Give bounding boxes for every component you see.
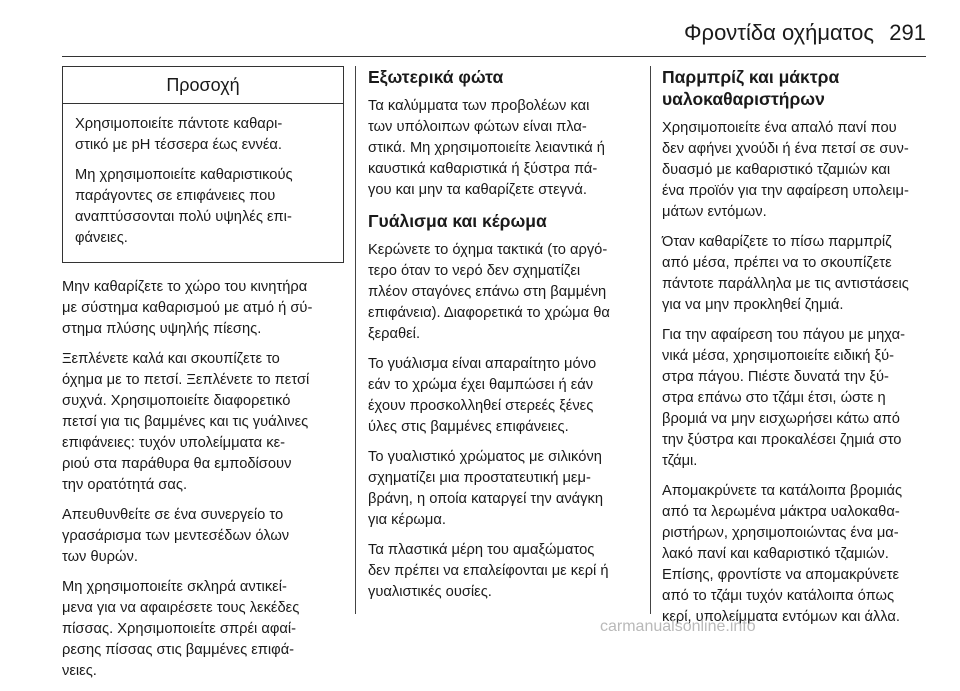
column-left — [62, 66, 344, 691]
body-paragraph: Το γυαλιστικό χρώματος με σιλικόνη σχηματίζει μια προστατευτική μεμ- βράνη, η οποία καταργεί την ανάγκη για κέρωμα. — [368, 449, 604, 528]
body-paragraph: Κερώνετε το όχημα τακτικά (το αργό- τερο όταν το νερό δεν σχηματίζει πλέον σταγόνες επάνω στη βαμμένη επιφάνεια). Διαφορετικά το χρώμα θα ξεραθεί. — [368, 242, 610, 342]
chapter-title: Φροντίδα οχήματος — [684, 20, 874, 45]
body-paragraph: Απευθυνθείτε σε ένα συνεργείο το γρασάρισμα των μεντεσέδων όλων των θυρών. — [62, 507, 290, 565]
warning-paragraph: Χρησιμοποιείτε πάντοτε καθαρι- στικό με pH τέσσερα έως εννέα. — [75, 116, 283, 153]
body-paragraph: Χρησιμοποιείτε ένα απαλό πανί που δεν αφήνει χνούδι ή ένα πετσί σε συν- δυασμό με καθαριστικό τζαμιών και ένα προϊόν για την αφαίρεση υπολειμ- μάτων εντόμων. — [662, 120, 909, 220]
body-paragraph: Ξεπλένετε καλά και σκουπίζετε το όχημα με το πετσί. Ξεπλένετε το πετσί συχνά. Χρησιμοποιείτε διαφορετικό πετσί για τις βαμμένες και τις γυάλινες επιφάνειες: τυχόν υπολείμματα κε- ριού στα παράθυρα θα εμποδίσουν την ορατότητά σας. — [62, 351, 310, 493]
warning-paragraph: Μη χρησιμοποιείτε καθαριστικούς παράγοντες σε επιφάνειες που αναπτύσσονται πολύ υψηλές επι- φάνειες. — [75, 167, 293, 246]
warning-body — [63, 104, 343, 262]
body-paragraph: Το γυάλισμα είναι απαραίτητο μόνο εάν το χρώμα έχει θαμπώσει ή εάν έχουν προσκολληθεί στερεές ξένες ύλες στις βαμμένες επιφάνειες. — [368, 356, 597, 435]
body-paragraph: Απομακρύνετε τα κατάλοιπα βρομιάς από τα λερωμένα μάκτρα υαλοκαθα- ριστήρων, χρησιμοποιώντας ένα μα- λακό πανί και καθαριστικό τζαμιών. Επίσης, φροντίστε να απομακρύνετε από το τζάμι τυχόν κατάλοιπα όπως κερί, υπολείμματα εντόμων και άλλα. — [662, 483, 903, 625]
page-header — [0, 0, 960, 60]
body-paragraph: Τα καλύμματα των προβολέων και των υπόλοιπων φώτων είναι πλα- στικά. Μη χρησιμοποιείτε λειαντικά ή καυστικά καθαριστικά ή ξύστρα πά- γου και μην τα καθαρίζετε στεγνά. — [368, 98, 605, 198]
body-paragraph: Μην καθαρίζετε το χώρο του κινητήρα με σύστημα καθαρισμού με ατμό ή σύ- στημα πλύσης υψηλής πίεσης. — [62, 279, 313, 337]
warning-box — [62, 66, 344, 263]
watermark: carmanualsonline.info — [600, 618, 756, 635]
body-paragraph: Μη χρησιμοποιείτε σκληρά αντικεί- μενα για να αφαιρέσετε τους λεκέδες πίσσας. Χρησιμοποιείτε σπρέι αφαί- ρεσης πίσσας στις βαμμένες επιφά- νειες. — [62, 579, 300, 679]
body-paragraph: Όταν καθαρίζετε το πίσω παρμπρίζ από μέσα, πρέπει να το σκουπίζετε πάντοτε παράλληλα με τις αντιστάσεις για να μην προκληθεί ζημιά. — [662, 234, 909, 313]
section-heading-exterior-lights: Εξωτερικά φώτα — [368, 67, 504, 87]
header-divider — [62, 56, 926, 57]
warning-title: Προσοχή — [63, 67, 343, 104]
column-divider-1 — [355, 66, 356, 614]
section-heading-windscreen-wipers: Παρμπρίζ και μάκτρα υαλοκαθαριστήρων — [662, 67, 840, 109]
page-number: 291 — [889, 20, 926, 45]
column-right — [662, 66, 934, 637]
column-middle — [368, 66, 638, 612]
body-paragraph: Τα πλαστικά μέρη του αμαξώματος δεν πρέπει να επαλείφονται με κερί ή γυαλιστικές ουσίες. — [368, 542, 609, 600]
body-paragraph: Για την αφαίρεση του πάγου με μηχα- νικά μέσα, χρησιμοποιείτε ειδική ξύ- στρα πάγου. Πιέστε δυνατά την ξύ- στρα επάνω στο τζάμι έτσι, ώστε η βρομιά να μην εισχωρήσει κάτω από την ξύστρα και προκαλέσει ζημιά στο τζάμι. — [662, 327, 906, 469]
column-divider-2 — [650, 66, 651, 614]
section-heading-polishing-waxing: Γυάλισμα και κέρωμα — [368, 211, 547, 231]
